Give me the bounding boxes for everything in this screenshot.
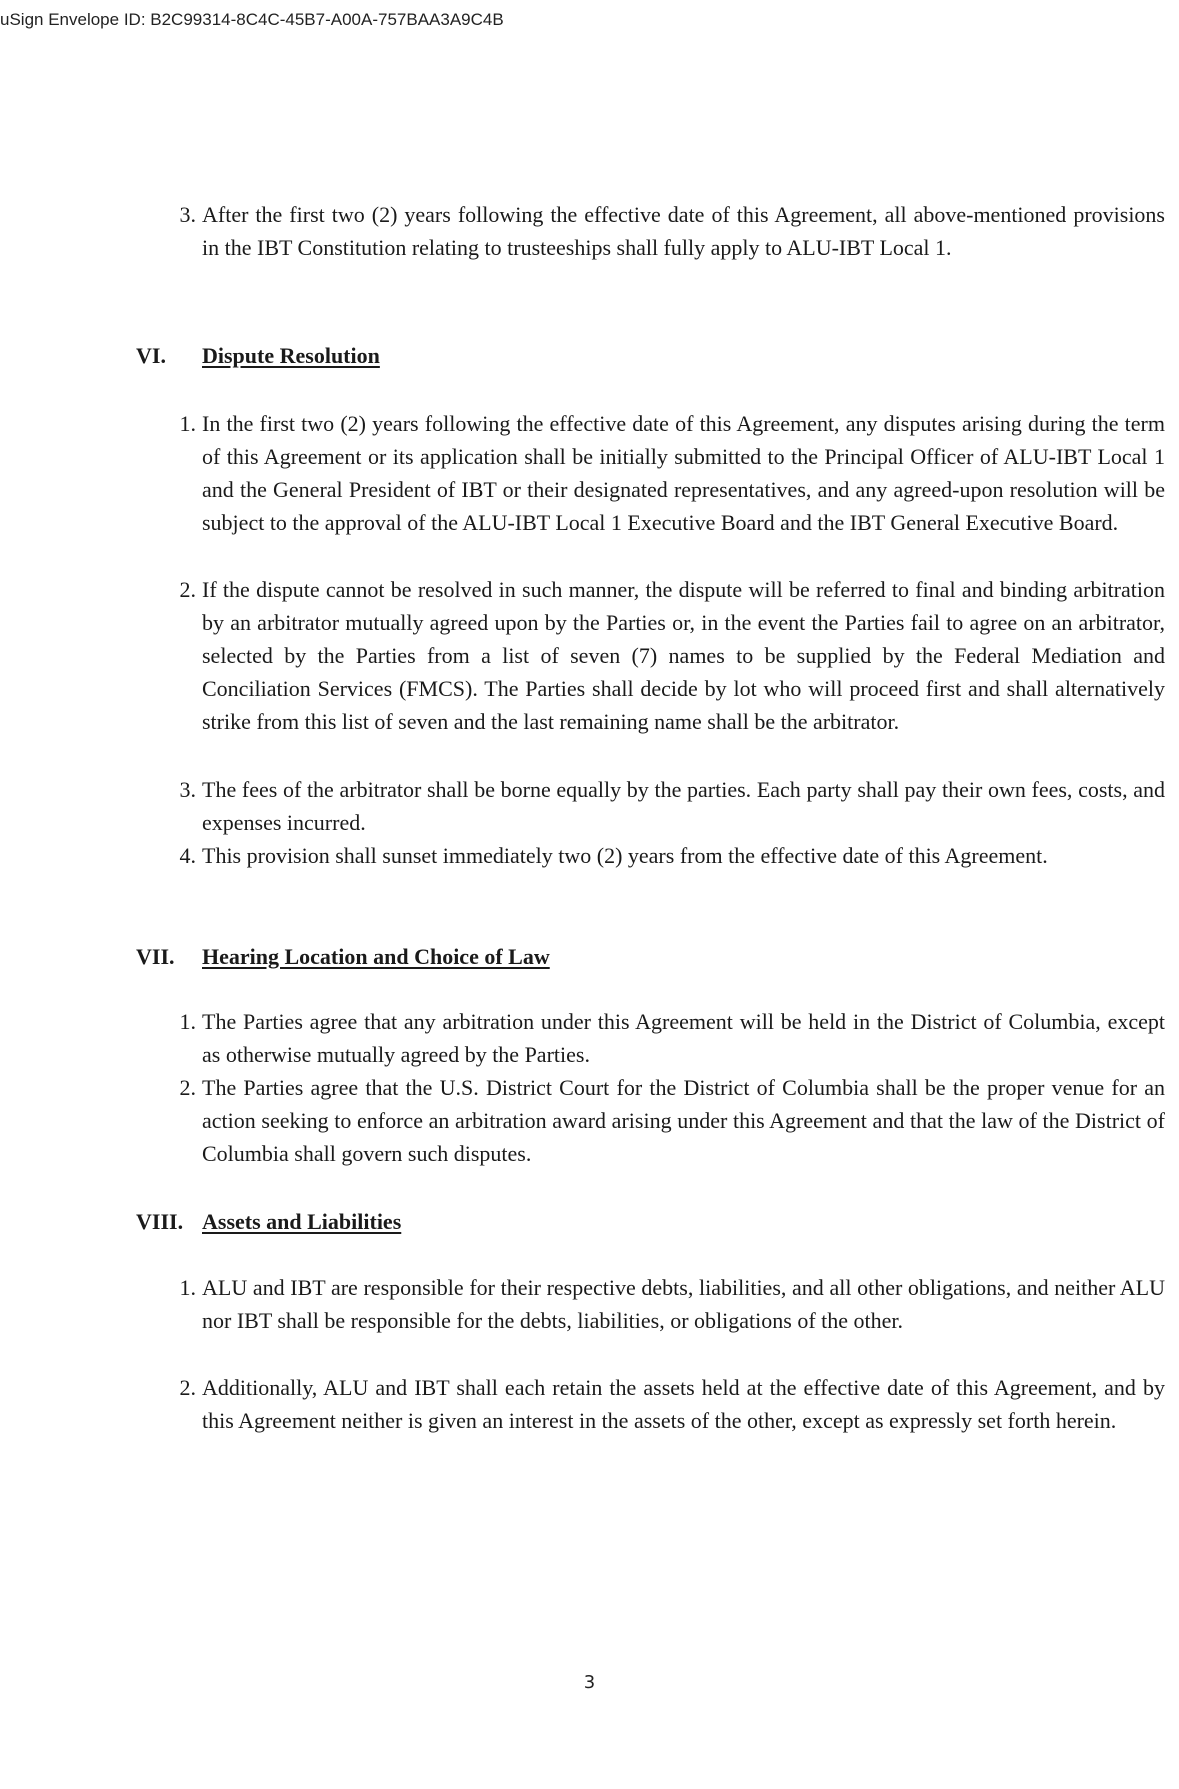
item-number: 2. xyxy=(179,577,196,602)
section-vii-item-1 xyxy=(179,1005,1165,1071)
item-text: Additionally, ALU and IBT shall each retain the assets held at the effective date of this Agreement, and by this Agreement neither is given an interest in the assets of the other, except as expressly set forth herein. xyxy=(202,1375,1165,1433)
item-text: After the first two (2) years following the effective date of this Agreement, all above-mentioned provisions in the IBT Constitution relating to trusteeships shall fully apply to ALU-IBT Local 1. xyxy=(202,202,1165,260)
section-numeral: VIII. xyxy=(136,1209,184,1234)
item-number: 1. xyxy=(179,411,196,436)
item-text: If the dispute cannot be resolved in such manner, the dispute will be referred to final and binding arbitration by an arbitrator mutually agreed upon by the Parties or, in the event the Parties fail to agree on an arbitrator, selected by the Parties from a list of seven (7) names to be supplied by the Federal Mediation and Conciliation Services (FMCS). The Parties shall decide by lot who will proceed first and shall alternatively strike from this list of seven and the last remaining name shall be the arbitrator. xyxy=(202,577,1165,734)
page-number: 3 xyxy=(583,1672,596,1693)
section-viii-item-1 xyxy=(179,1271,1165,1337)
section-title: Hearing Location and Choice of Law xyxy=(202,944,550,969)
item-text: ALU and IBT are responsible for their respective debts, liabilities, and all other obligations, and neither ALU nor IBT shall be responsible for the debts, liabilities, or obligations of the other. xyxy=(202,1275,1165,1333)
item-number: 4. xyxy=(179,843,196,868)
section-vi-item-4 xyxy=(179,839,1165,872)
section-vi-item-2 xyxy=(179,573,1165,738)
item-number: 1. xyxy=(179,1275,196,1300)
section-title: Assets and Liabilities xyxy=(202,1209,402,1234)
section-vii-item-2 xyxy=(179,1071,1165,1170)
section-vi-item-1 xyxy=(179,407,1165,539)
item-text: In the first two (2) years following the effective date of this Agreement, any disputes arising during the term of this Agreement or its application shall be initially submitted to the Principal Officer of ALU-IBT Local 1 and the General President of IBT or their designated representatives, and any agreed-upon resolution will be subject to the approval of the ALU-IBT Local 1 Executive Board and the IBT General Executive Board. xyxy=(202,411,1165,535)
item-text: The fees of the arbitrator shall be borne equally by the parties. Each party shall pay their own fees, costs, and expenses incurred. xyxy=(202,777,1165,835)
section-vi-item-3 xyxy=(179,773,1165,839)
item-number: 3. xyxy=(179,777,196,802)
section-viii-item-2 xyxy=(179,1371,1165,1437)
item-number: 3. xyxy=(179,202,196,227)
item-number: 2. xyxy=(179,1075,196,1100)
section-v-item-3 xyxy=(179,198,1165,264)
item-text: This provision shall sunset immediately two (2) years from the effective date of this Agreement. xyxy=(202,843,1048,868)
section-numeral: VI. xyxy=(136,343,166,368)
item-text: The Parties agree that any arbitration under this Agreement will be held in the District of Columbia, except as otherwise mutually agreed by the Parties. xyxy=(202,1009,1165,1067)
item-number: 2. xyxy=(179,1375,196,1400)
section-numeral: VII. xyxy=(136,944,175,969)
section-title: Dispute Resolution xyxy=(202,343,380,368)
item-text: The Parties agree that the U.S. District Court for the District of Columbia shall be the proper venue for an action seeking to enforce an arbitration award arising under this Agreement and that the law of the District of Columbia shall govern such disputes. xyxy=(202,1075,1165,1166)
docusign-envelope-id: uSign Envelope ID: B2C99314-8C4C-45B7-A00A-757BAA3A9C4B xyxy=(0,10,504,29)
item-number: 1. xyxy=(179,1009,196,1034)
